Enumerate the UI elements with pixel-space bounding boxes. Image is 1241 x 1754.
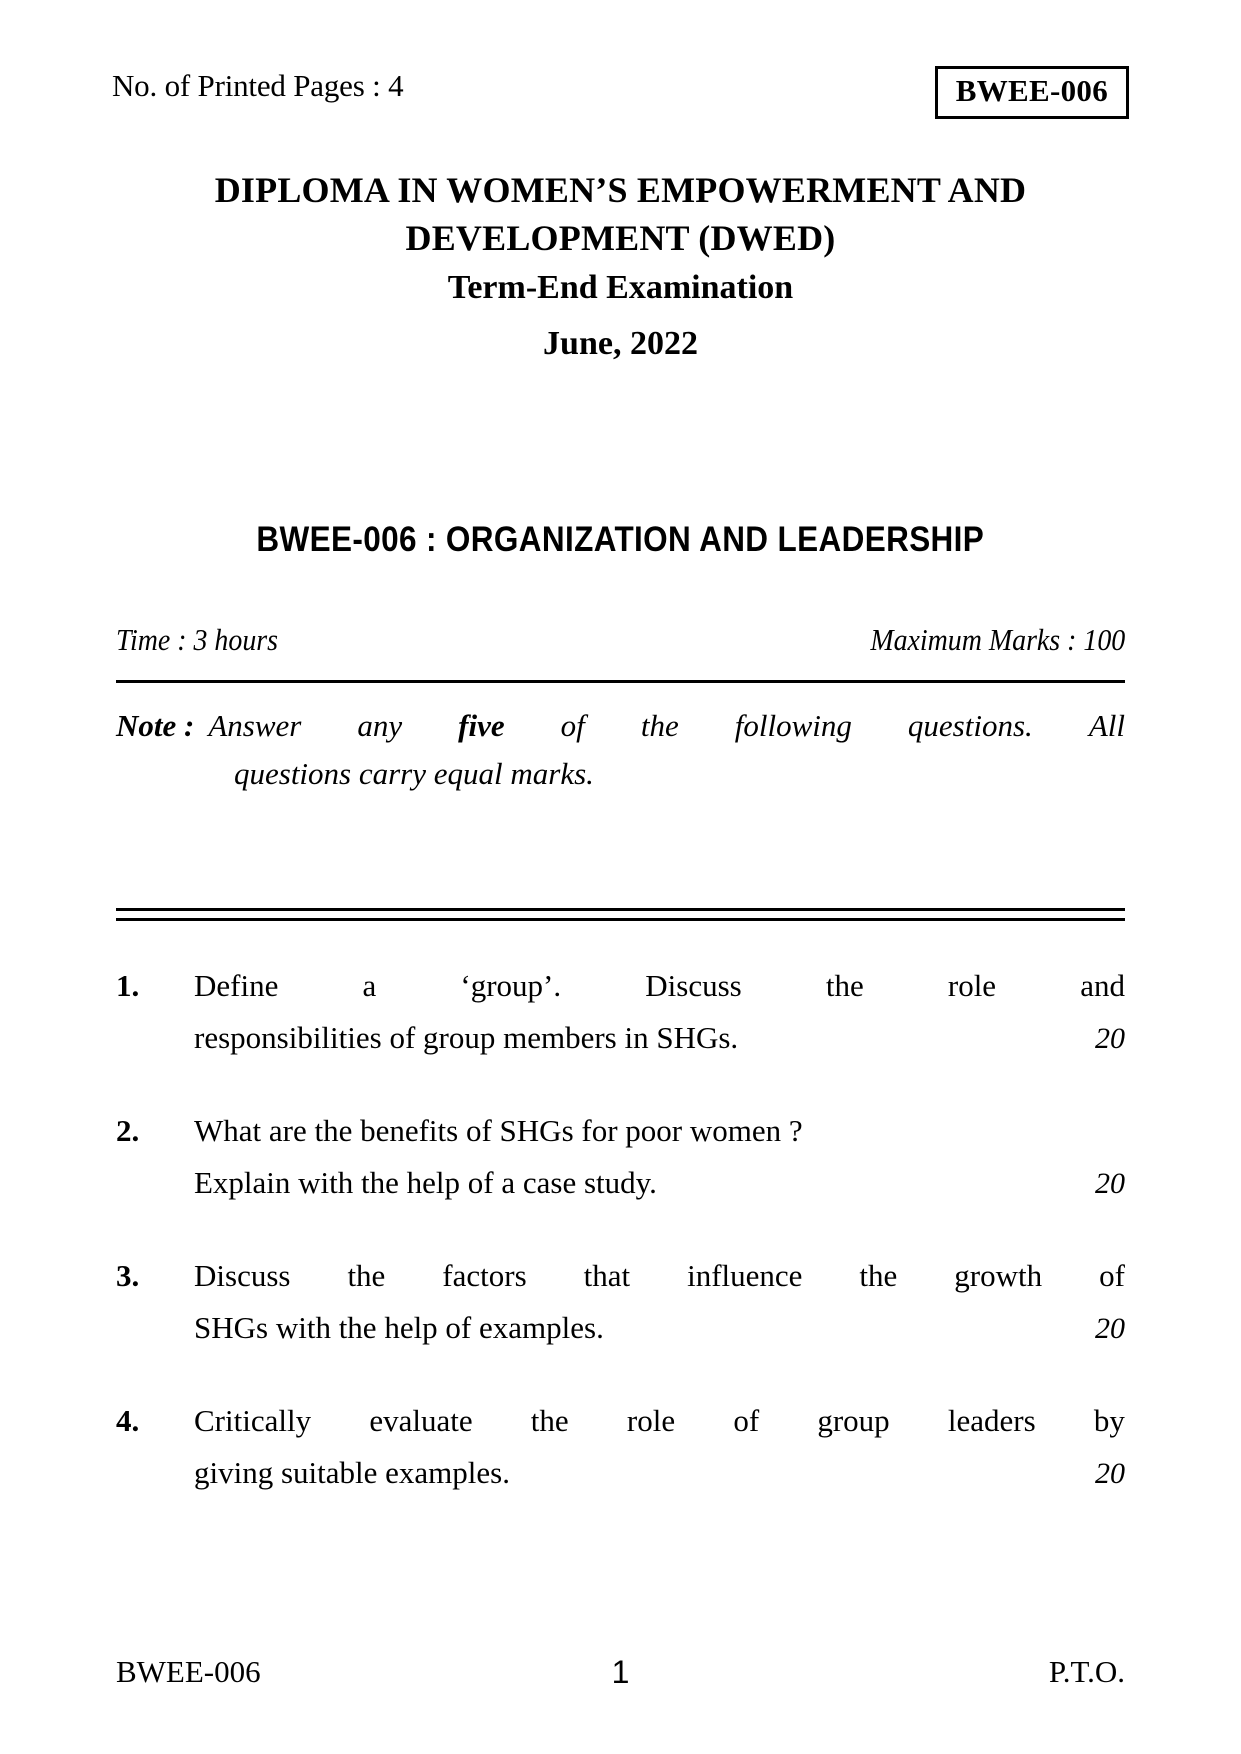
rule-above-note (116, 680, 1125, 683)
exam-duration-text: Time : 3 hours (116, 622, 278, 657)
question-word: a (362, 968, 377, 1003)
question-number: 4. (116, 1403, 140, 1438)
question-word: ‘group’. (460, 968, 562, 1003)
question-marks: 20 (1095, 1312, 1125, 1345)
question-word: the (347, 1258, 386, 1293)
note-block (116, 702, 1125, 798)
question-line (194, 1395, 1125, 1447)
note-word-answer: Answer (208, 708, 302, 743)
question-body (194, 960, 1125, 1065)
exam-session-label: June, 2022 (543, 325, 698, 362)
note-word-following: following (734, 708, 852, 743)
note-word-questions: questions. (907, 708, 1033, 743)
question-word: Define (194, 968, 279, 1003)
question-body (194, 1250, 1125, 1355)
question-line (194, 1105, 1125, 1157)
course-title (0, 520, 1241, 560)
question-text: SHGs with the help of examples. (194, 1310, 604, 1345)
note-word-all: All (1088, 708, 1125, 743)
question-body (194, 1105, 1125, 1210)
question-body (194, 1395, 1125, 1500)
course-title-text: BWEE-006 : ORGANIZATION AND LEADERSHIP (256, 520, 985, 559)
footer-page-number: 1 (611, 1654, 630, 1690)
question-text: giving suitable examples. (194, 1455, 510, 1490)
question-word: influence (687, 1258, 803, 1293)
footer-course-code: BWEE-006 (116, 1654, 261, 1689)
question-word: role (947, 968, 997, 1003)
question-word: group (817, 1403, 890, 1438)
question-item (116, 1395, 1125, 1500)
question-word: the (825, 968, 864, 1003)
question-word: growth (954, 1258, 1043, 1293)
exam-duration (116, 622, 296, 658)
question-word: Critically (194, 1403, 312, 1438)
note-word-any: any (357, 708, 403, 743)
question-text: What are the benefits of SHGs for poor women ? (194, 1113, 803, 1148)
rule-below-note (116, 908, 1125, 921)
question-word: Discuss (194, 1258, 291, 1293)
question-word: that (583, 1258, 631, 1293)
question-item (116, 960, 1125, 1065)
programme-title-line-2: DEVELOPMENT (DWED) (405, 218, 836, 258)
page-header (112, 58, 1129, 134)
note-text-line-1 (208, 702, 1125, 750)
question-word: by (1093, 1403, 1125, 1438)
question-line (194, 1157, 1125, 1210)
page-footer (116, 1654, 1125, 1698)
question-line (194, 1447, 1125, 1500)
question-marks: 20 (1095, 1457, 1125, 1490)
question-marks: 20 (1095, 1167, 1125, 1200)
question-word: of (733, 1403, 760, 1438)
question-item (116, 1105, 1125, 1210)
note-line-1 (116, 702, 1125, 750)
question-line (194, 1012, 1125, 1065)
exam-max-marks (842, 622, 1125, 658)
question-word: evaluate (369, 1403, 473, 1438)
question-marks: 20 (1095, 1022, 1125, 1055)
note-word-of: of (560, 708, 585, 743)
question-text: responsibilities of group members in SHGs. (194, 1020, 739, 1055)
exam-meta-row (116, 622, 1125, 666)
question-text: Explain with the help of a case study. (194, 1165, 657, 1200)
question-word: and (1080, 968, 1125, 1003)
programme-title (100, 166, 1141, 262)
question-word: the (859, 1258, 898, 1293)
question-word: factors (442, 1258, 527, 1293)
question-list (116, 960, 1125, 1540)
question-number: 1. (116, 968, 140, 1003)
printed-pages-label: No. of Printed Pages : 4 (112, 68, 404, 103)
question-word: role (626, 1403, 676, 1438)
note-word-the: the (640, 708, 679, 743)
question-word: leaders (947, 1403, 1036, 1438)
question-item (116, 1250, 1125, 1355)
note-text-line-2: questions carry equal marks. (234, 756, 594, 791)
question-line (194, 1302, 1125, 1355)
footer-pto-label: P.T.O. (1048, 1654, 1125, 1689)
question-line (194, 960, 1125, 1012)
note-word-five: five (458, 708, 505, 743)
question-word: of (1099, 1258, 1125, 1293)
question-line (194, 1250, 1125, 1302)
question-number: 3. (116, 1258, 140, 1293)
question-word: Discuss (645, 968, 742, 1003)
programme-title-line-1: DIPLOMA IN WOMEN’S EMPOWERMENT AND (214, 170, 1027, 210)
question-number: 2. (116, 1113, 140, 1148)
exam-type-label: Term-End Examination (447, 269, 794, 306)
question-word: the (530, 1403, 569, 1438)
note-label: Note : (116, 708, 195, 743)
course-code-box: BWEE-006 (935, 66, 1129, 119)
exam-max-marks-text: Maximum Marks : 100 (870, 622, 1125, 657)
